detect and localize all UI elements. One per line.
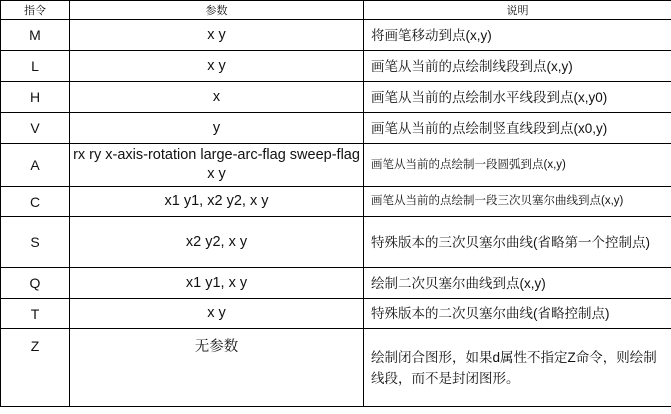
description-cell: 画笔从当前的点绘制一段圆弧到点(x,y) bbox=[364, 144, 671, 187]
params-cell: x y bbox=[70, 51, 364, 82]
params-cell: x2 y2, x y bbox=[70, 217, 364, 268]
params-cell: y bbox=[70, 113, 364, 144]
command-cell: L bbox=[1, 51, 70, 82]
description-cell: 特殊版本的三次贝塞尔曲线(省略第一个控制点) bbox=[364, 217, 671, 268]
description-cell: 绘制二次贝塞尔曲线到点(x,y) bbox=[364, 268, 671, 299]
params-cell: x1 y1, x y bbox=[70, 268, 364, 299]
table-row bbox=[1, 82, 671, 113]
description-cell: 将画笔移动到点(x,y) bbox=[364, 20, 671, 51]
table-row bbox=[1, 217, 671, 268]
description-cell: 画笔从当前的点绘制线段到点(x,y) bbox=[364, 51, 671, 82]
description-cell: 特殊版本的二次贝塞尔曲线(省略控制点) bbox=[364, 299, 671, 329]
header-params: 参数 bbox=[70, 1, 364, 20]
command-cell: V bbox=[1, 113, 70, 144]
command-cell: T bbox=[1, 299, 70, 329]
command-cell: C bbox=[1, 187, 70, 217]
table-row bbox=[1, 51, 671, 82]
description-cell: 画笔从当前的点绘制竖直线段到点(x0,y) bbox=[364, 113, 671, 144]
table-row bbox=[1, 20, 671, 51]
table-row bbox=[1, 329, 671, 407]
command-cell: S bbox=[1, 217, 70, 268]
header-description: 说明 bbox=[364, 1, 671, 20]
params-cell: x y bbox=[70, 20, 364, 51]
params-cell: x bbox=[70, 82, 364, 113]
description-cell: 绘制闭合图形，如果d属性不指定Z命令，则绘制线段，而不是封闭图形。 bbox=[364, 329, 671, 407]
table-row bbox=[1, 299, 671, 329]
params-cell: rx ry x-axis-rotation large-arc-flag sweep-flag x y bbox=[70, 144, 364, 187]
params-cell: x1 y1, x2 y2, x y bbox=[70, 187, 364, 217]
command-cell: M bbox=[1, 20, 70, 51]
table-row bbox=[1, 113, 671, 144]
command-cell: Z bbox=[1, 329, 70, 407]
params-cell: 无参数 bbox=[70, 329, 364, 407]
header-command: 指令 bbox=[1, 1, 70, 20]
table-row bbox=[1, 144, 671, 187]
params-cell: x y bbox=[70, 299, 364, 329]
description-cell: 画笔从当前的点绘制一段三次贝塞尔曲线到点(x,y) bbox=[364, 187, 671, 217]
table-header-row bbox=[1, 1, 671, 20]
table-row bbox=[1, 268, 671, 299]
table-row bbox=[1, 187, 671, 217]
command-cell: A bbox=[1, 144, 70, 187]
command-cell: Q bbox=[1, 268, 70, 299]
description-cell: 画笔从当前的点绘制水平线段到点(x,y0) bbox=[364, 82, 671, 113]
command-cell: H bbox=[1, 82, 70, 113]
